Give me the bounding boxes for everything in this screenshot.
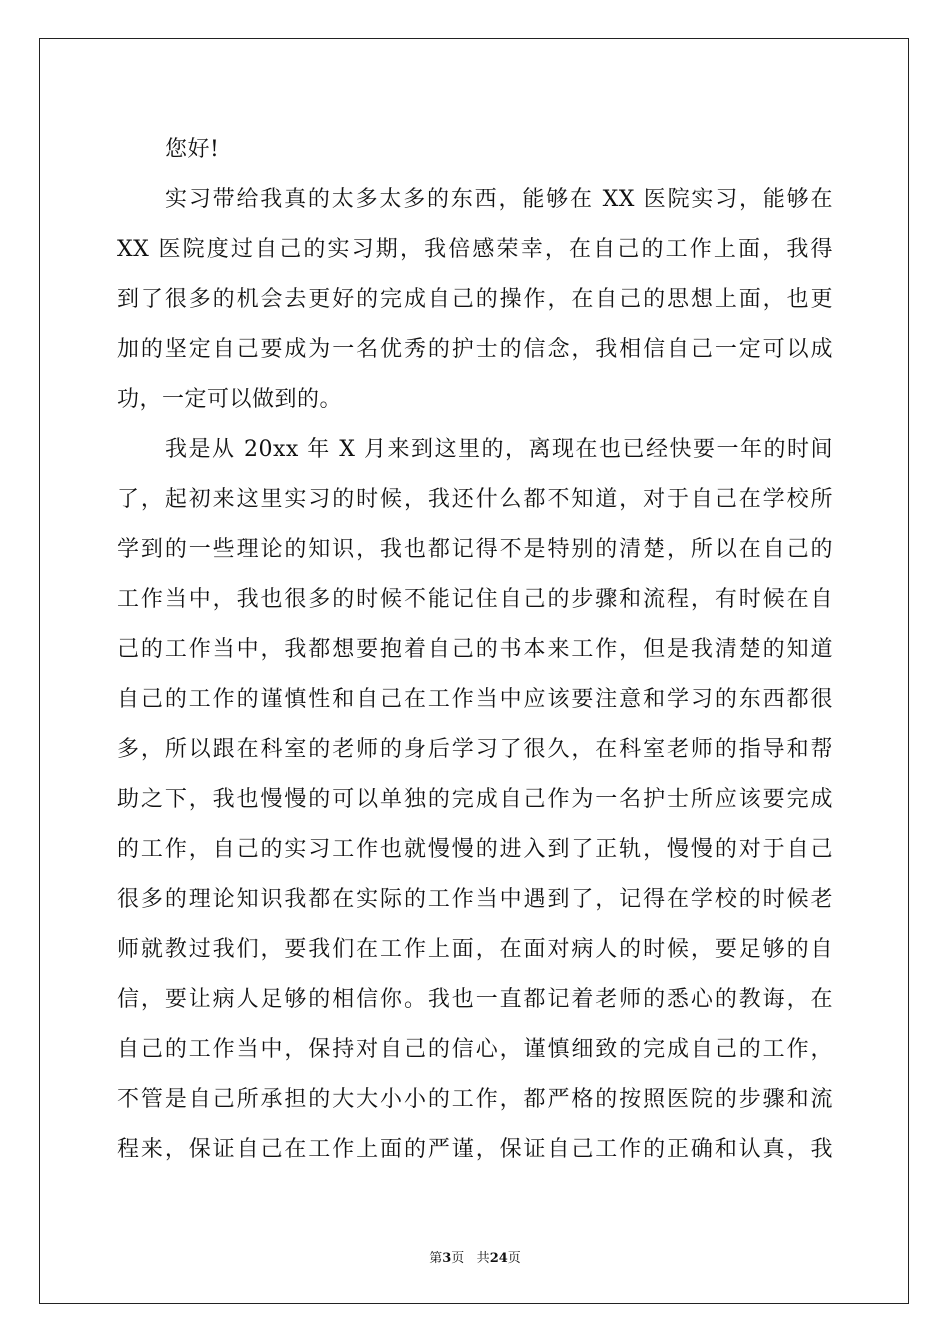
body-line: 学到的一些理论的知识，我也都记得不是特别的清楚，所以在自己的	[117, 537, 833, 562]
body-line: 实习带给我真的太多太多的东西，能够在 XX 医院实习，能够在	[165, 187, 833, 212]
footer-total-suffix: 页	[507, 1251, 521, 1266]
footer-total-prefix: 共	[476, 1251, 490, 1266]
body-line: 不管是自己所承担的大大小小的工作，都严格的按照医院的步骤和流	[117, 1087, 833, 1112]
body-line: 的工作，自己的实习工作也就慢慢的进入到了正轨，慢慢的对于自己	[117, 837, 833, 862]
body-line: 功，一定可以做到的。	[117, 387, 343, 412]
body-line: 多，所以跟在科室的老师的身后学习了很久，在科室老师的指导和帮	[117, 737, 833, 762]
body-line: 我是从 20xx 年 X 月来到这里的，离现在也已经快要一年的时间	[165, 437, 833, 462]
footer-page-number: 3	[442, 1251, 452, 1266]
body-line: 了，起初来这里实习的时候，我还什么都不知道，对于自己在学校所	[117, 487, 833, 512]
body-line: 工作当中，我也很多的时候不能记住自己的步骤和流程，有时候在自	[117, 587, 833, 612]
body-line: 自己的工作的谨慎性和自己在工作当中应该要注意和学习的东西都很	[117, 687, 833, 712]
body-line: 信，要让病人足够的相信你。我也一直都记着老师的悉心的教诲，在	[117, 987, 833, 1012]
body-line: 程来，保证自己在工作上面的严谨，保证自己工作的正确和认真，我	[117, 1137, 833, 1162]
body-line: 很多的理论知识我都在实际的工作当中遇到了，记得在学校的时候老	[117, 887, 833, 912]
body-line: XX 医院度过自己的实习期，我倍感荣幸，在自己的工作上面，我得	[117, 237, 833, 262]
body-line: 师就教过我们，要我们在工作上面，在面对病人的时候，要足够的自	[117, 937, 833, 962]
body-line: 己的工作当中，我都想要抱着自己的书本来工作，但是我清楚的知道	[117, 637, 833, 662]
page-footer	[0, 1247, 950, 1266]
footer-page-prefix: 第	[429, 1251, 443, 1266]
salutation: 您好!	[165, 137, 220, 162]
body-line: 到了很多的机会去更好的完成自己的操作，在自己的思想上面，也更	[117, 287, 833, 312]
body-line: 加的坚定自己要成为一名优秀的护士的信念，我相信自己一定可以成	[117, 337, 833, 362]
footer-total-pages: 24	[489, 1251, 508, 1266]
body-line: 助之下，我也慢慢的可以单独的完成自己作为一名护士所应该要完成	[117, 787, 833, 812]
body-line: 自己的工作当中，保持对自己的信心，谨慎细致的完成自己的工作，	[117, 1037, 833, 1062]
footer-page-suffix: 页	[451, 1251, 465, 1266]
